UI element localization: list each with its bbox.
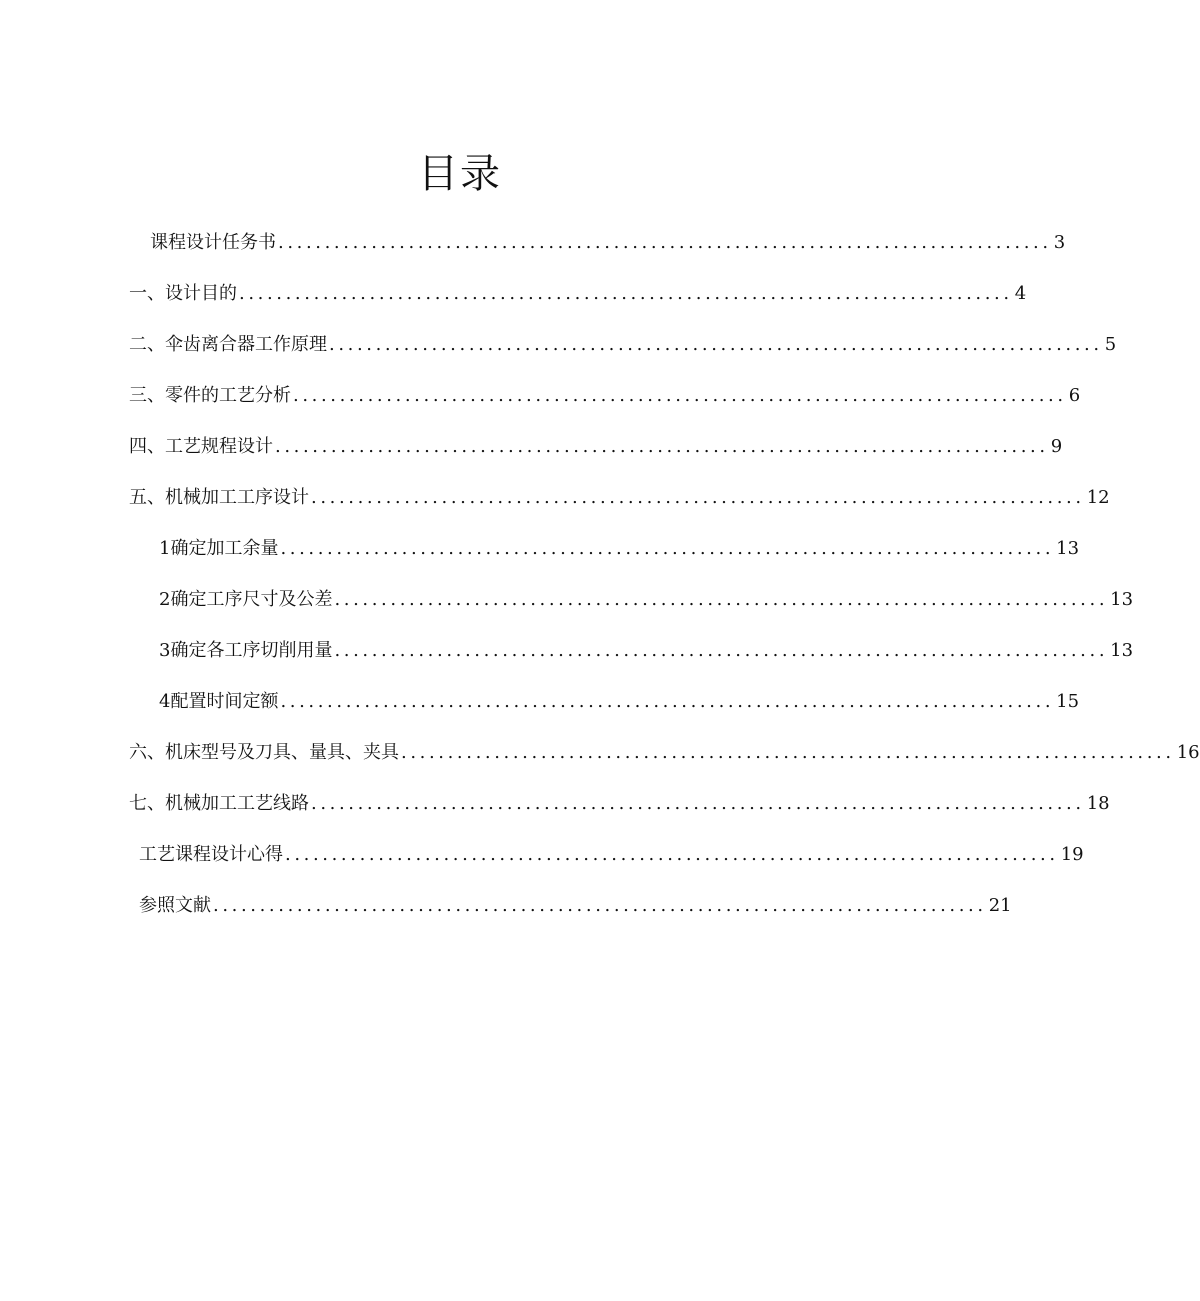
page-title: 目录 xyxy=(418,151,502,197)
toc-entry-number: 四、 xyxy=(129,436,165,457)
toc-entry-label: 确定工序尺寸及公差 xyxy=(170,589,333,610)
toc-entry[interactable] xyxy=(129,375,1081,409)
toc-entry-label: 确定加工余量 xyxy=(170,538,279,559)
toc-entry-number: 1 xyxy=(159,538,171,559)
toc-entry-number: 五、 xyxy=(129,487,165,508)
toc-entry-page: 3 xyxy=(1053,232,1066,253)
toc-entry[interactable] xyxy=(139,834,1084,868)
toc-entry-number: 二、 xyxy=(129,334,165,355)
toc-entry-page: 19 xyxy=(1060,844,1084,865)
toc-entry-number: 4 xyxy=(159,691,171,712)
toc-leader-dots: ................................................................................... xyxy=(278,232,1052,253)
toc-entry[interactable] xyxy=(159,579,1134,613)
toc-leader-dots: ................................................................................... xyxy=(239,283,1013,304)
toc-entry-number: 三、 xyxy=(129,385,165,406)
toc-entry[interactable] xyxy=(129,426,1063,460)
toc-entry-page: 13 xyxy=(1110,589,1134,610)
toc-leader-dots: ................................................................................... xyxy=(329,334,1103,355)
toc-entry[interactable] xyxy=(159,681,1080,715)
toc-entry-page: 12 xyxy=(1086,487,1110,508)
toc-entry[interactable] xyxy=(139,885,1012,919)
toc-entry-label: 参照文献 xyxy=(139,895,211,916)
toc-leader-dots: ................................................................................... xyxy=(280,538,1055,559)
toc-leader-dots: ................................................................................... xyxy=(334,589,1109,610)
toc-entry-label: 机械加工工序设计 xyxy=(165,487,309,508)
toc-entry[interactable] xyxy=(129,477,1110,511)
toc-entry-label: 确定各工序切削用量 xyxy=(170,640,333,661)
toc-leader-dots: ................................................................................... xyxy=(213,895,987,916)
toc-leader-dots: ................................................................................... xyxy=(293,385,1067,406)
toc-entry-number: 七、 xyxy=(129,793,165,814)
toc-entry-number: 2 xyxy=(159,589,171,610)
toc-leader-dots: ................................................................................... xyxy=(280,691,1055,712)
toc-entry-label: 工艺规程设计 xyxy=(165,436,273,457)
toc-leader-dots: ................................................................................... xyxy=(334,640,1109,661)
toc-entry[interactable] xyxy=(159,528,1080,562)
toc-entry[interactable] xyxy=(129,783,1110,817)
toc-entry-page: 4 xyxy=(1014,283,1027,304)
toc-entry-page: 21 xyxy=(988,895,1012,916)
toc-entry-label: 机床型号及刀具、量具、夹具 xyxy=(165,742,399,763)
toc-entry-label: 工艺课程设计心得 xyxy=(139,844,283,865)
toc-entry-number: 3 xyxy=(159,640,171,661)
toc-leader-dots: ................................................................................... xyxy=(401,742,1175,763)
toc-entry-number: 六、 xyxy=(129,742,165,763)
toc-entry-label: 课程设计任务书 xyxy=(150,232,276,253)
toc-entry[interactable] xyxy=(150,222,1066,256)
toc-leader-dots: ................................................................................... xyxy=(285,844,1059,865)
toc-entry-page: 9 xyxy=(1050,436,1063,457)
toc-entry[interactable] xyxy=(129,273,1027,307)
toc-leader-dots: ................................................................................... xyxy=(311,793,1085,814)
toc-entry-page: 6 xyxy=(1068,385,1081,406)
toc-entry-label: 伞齿离合器工作原理 xyxy=(165,334,327,355)
toc-entry-label: 机械加工工艺线路 xyxy=(165,793,309,814)
toc-leader-dots: ................................................................................... xyxy=(275,436,1049,457)
toc-leader-dots: ................................................................................... xyxy=(311,487,1085,508)
toc-entry-page: 18 xyxy=(1086,793,1110,814)
toc-entry-page: 5 xyxy=(1104,334,1117,355)
toc-entry-label: 零件的工艺分析 xyxy=(165,385,291,406)
toc-entry[interactable] xyxy=(159,630,1134,664)
toc-entry-page: 13 xyxy=(1056,538,1080,559)
toc-entry-number: 一、 xyxy=(129,283,165,304)
toc-entry-page: 15 xyxy=(1056,691,1080,712)
toc-entry-page: 13 xyxy=(1110,640,1134,661)
toc-entry-label: 配置时间定额 xyxy=(170,691,279,712)
toc-entry-page: 16 xyxy=(1176,742,1200,763)
toc-entry[interactable] xyxy=(129,732,1200,766)
toc-entry[interactable] xyxy=(129,324,1117,358)
toc-entry-label: 设计目的 xyxy=(165,283,237,304)
